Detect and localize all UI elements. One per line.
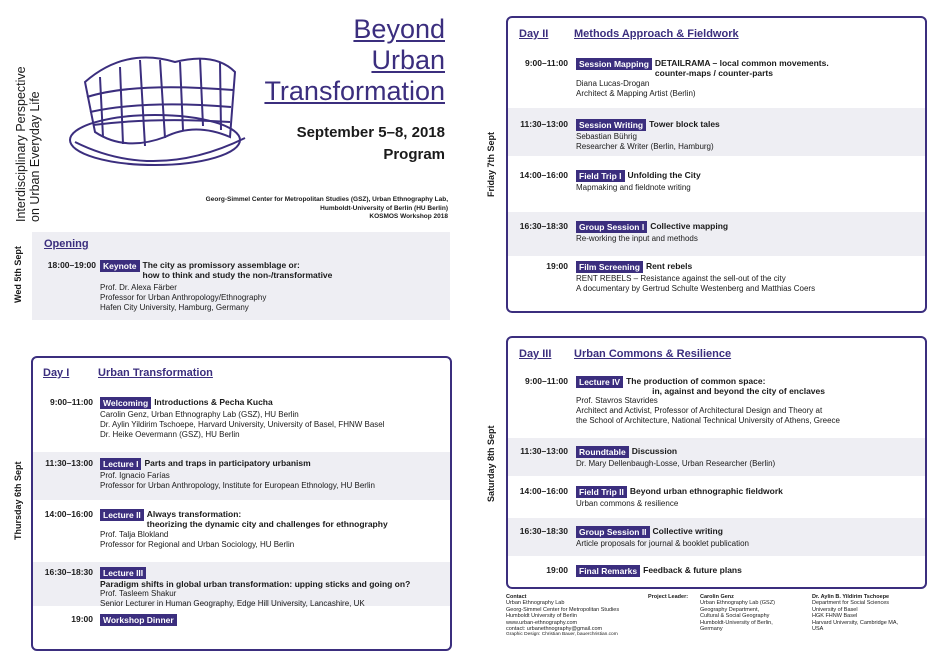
leader-line: Cultural & Social Geography xyxy=(700,613,770,620)
session-title: Feedback & future plans xyxy=(643,565,742,575)
contact-line: Urban Ethnography Lab xyxy=(506,600,565,607)
day2-label: Day II xyxy=(519,28,549,40)
footer-leader-heading xyxy=(648,594,688,600)
footer-leader-1 xyxy=(700,594,800,632)
session-time: 14:00–16:00 xyxy=(44,509,93,519)
session-time: 16:30–18:30 xyxy=(519,526,568,536)
org-line2: Humboldt-University of Berlin (HU Berlin) xyxy=(320,204,448,212)
session-title-line1: DETAILRAMA – local common movements. xyxy=(654,58,829,68)
leader-line: Harvard University, Cambridge MA, xyxy=(812,619,899,626)
title-line1: Beyond xyxy=(353,14,445,44)
side-title xyxy=(14,22,42,222)
leader-line: Urban Ethnography Lab (GSZ) xyxy=(700,600,775,607)
session-time: 19:00 xyxy=(546,565,568,575)
session-line: Mapmaking and fieldnote writing xyxy=(576,183,691,192)
session-line: Professor for Regional and Urban Sociology, HU Berlin xyxy=(100,540,295,549)
contact-website-link[interactable]: www.urban-ethnography.com xyxy=(506,619,578,626)
session-line: Prof. Stavros Stavrides xyxy=(576,396,658,405)
leader-line: University of Basel xyxy=(812,606,858,613)
session-title: Parts and traps in participatory urbanism xyxy=(144,458,311,468)
session-line: Professor for Urban Anthropology, Institute for European Ethnology, HU Berlin xyxy=(100,481,375,490)
program-label: Program xyxy=(383,146,445,163)
session-line: Re-working the input and methods xyxy=(576,234,698,243)
final-remarks-badge: Final Remarks xyxy=(576,565,640,577)
session-title-line2: counter-maps / counter-parts xyxy=(654,68,773,78)
session-badge: Field Trip I xyxy=(576,170,625,182)
day1-side-label: Thursday 6th Sept xyxy=(13,461,23,540)
session-line: Prof. Ignacio Farías xyxy=(100,471,170,480)
contact-email-link[interactable]: contact: urbanethnography@gmail.com xyxy=(506,626,603,633)
session-title: Collective writing xyxy=(652,526,723,536)
session-line: Researcher & Writer (Berlin, Hamburg) xyxy=(576,142,714,151)
session-time: 11:30–13:00 xyxy=(520,119,568,129)
session-time: 11:30–13:00 xyxy=(520,446,568,456)
lecture-badge: Lecture I xyxy=(100,458,141,470)
dates: September 5–8, 2018 xyxy=(296,124,445,141)
session-title-line2: theorizing the dynamic city and challenges for ethnography xyxy=(146,519,388,529)
keynote-badge: Keynote xyxy=(100,260,140,272)
title-line3: Transformation xyxy=(264,76,445,106)
session-time: 9:00–11:00 xyxy=(49,397,93,407)
session-title: Beyond urban ethnographic fieldwork xyxy=(629,486,783,496)
session-title-line2: how to think and study the non-/transformative xyxy=(142,270,333,280)
session-time: 16:30–18:30 xyxy=(519,221,568,231)
session-title: Paradigm shifts in global urban transformation: upping sticks and going on? xyxy=(100,579,411,589)
session-time: 19:00 xyxy=(71,614,93,624)
session-line: Urban commons & resilience xyxy=(576,499,679,508)
session-line: Architect & Mapping Artist (Berlin) xyxy=(576,89,696,98)
session-title-line1: The city as promissory assemblage or: xyxy=(142,260,300,270)
session-line: Sebastian Bührig xyxy=(576,132,637,141)
session-line: the School of Architecture, National Technical University of Athens, Greece xyxy=(576,416,840,425)
contact-line: Georg-Simmel Center for Metropolitan Studies xyxy=(506,606,620,613)
session-line: A documentary by Gertrud Schulte Westenberg and Matthias Coers xyxy=(576,284,816,293)
roundtable-badge: Roundtable xyxy=(576,446,629,458)
main-title xyxy=(240,14,445,107)
day3-side-label: Saturday 8th Sept xyxy=(486,425,496,502)
leader-line: USA xyxy=(812,626,824,633)
lecture-badge: Lecture II xyxy=(100,509,144,521)
session-time: 14:00–16:00 xyxy=(519,170,568,180)
session-title-line1: The production of common space: xyxy=(626,376,766,386)
day3-theme: Urban Commons & Resilience xyxy=(574,348,732,360)
session-line: Architect and Activist, Professor of Architectural Design and Theory at xyxy=(576,406,823,415)
session-badge: Session Mapping xyxy=(576,58,652,70)
session-title: Collective mapping xyxy=(650,221,729,231)
session-line: Article proposals for journal & booklet publication xyxy=(576,539,749,548)
session-time: 9:00–11:00 xyxy=(524,58,568,68)
session-title: Tower block tales xyxy=(649,119,720,129)
session-time: 14:00–16:00 xyxy=(519,486,568,496)
session-title: Rent rebels xyxy=(645,261,693,271)
organizer xyxy=(140,196,448,222)
building-logo xyxy=(65,42,250,182)
session-title: Introductions & Pecha Kucha xyxy=(154,397,273,407)
contact-heading: Contact xyxy=(506,594,527,600)
leader-name: Carolin Genz xyxy=(700,594,734,600)
session-line: Carolin Genz, Urban Ethnography Lab (GSZ), HU Berlin xyxy=(100,410,299,419)
speaker-name: Prof. Dr. Alexa Färber xyxy=(100,283,177,292)
contact-design-credit: Graphic Design: Christian Bauer, bauerchristian.com xyxy=(506,632,618,638)
day3-label: Day III xyxy=(519,348,552,360)
title-line2: Urban xyxy=(371,45,445,75)
footer-contact xyxy=(506,594,646,639)
day1-label: Day I xyxy=(43,367,70,379)
side-title-line2: on Urban Everyday Life xyxy=(28,91,42,222)
session-title-line2: in, against and beyond the city of enclaves xyxy=(652,386,825,396)
session-time: 18:00–19:00 xyxy=(47,260,96,270)
speaker-affiliation: Hafen City University, Hamburg, Germany xyxy=(100,303,249,312)
session-line: RENT REBELS – Resistance against the sell-out of the city xyxy=(576,274,786,283)
field-trip-badge: Field Trip II xyxy=(576,486,627,498)
opening-side-label: Wed 5th Sept xyxy=(13,246,23,303)
speaker-role: Professor for Urban Anthropology/Ethnography xyxy=(100,293,267,302)
leader-heading: Project Leader: xyxy=(648,594,689,600)
session-time: 19:00 xyxy=(546,261,568,271)
session-line: Dr. Heike Oevermann (GSZ), HU Berlin xyxy=(100,430,240,439)
leader-name: Dr. Aylin B. Yildirim Tschoepe xyxy=(812,594,890,600)
leader-line: HGK FHNW Basel xyxy=(812,613,858,620)
leader-line: Germany xyxy=(700,626,723,633)
session-line: Senior Lecturer in Human Geography, Edge Hill University, Lancashire, UK xyxy=(100,599,365,608)
session-time: 11:30–13:00 xyxy=(45,458,93,468)
day2-theme: Methods Approach & Fieldwork xyxy=(574,28,739,40)
session-title-line1: Always transformation: xyxy=(146,509,242,519)
session-title: Discussion xyxy=(631,446,678,456)
contact-line: Humboldt University of Berlin xyxy=(506,613,577,620)
session-badge: Session Writing xyxy=(576,119,646,131)
welcoming-badge: Welcoming xyxy=(100,397,151,409)
side-title-line1: Interdisciplinary Perspective xyxy=(14,66,28,222)
session-badge: Group Session I xyxy=(576,221,647,233)
session-line: Prof. Tasleem Shakur xyxy=(100,589,177,598)
org-line3: KOSMOS Workshop 2018 xyxy=(369,213,448,220)
session-line: Prof. Talja Blokland xyxy=(100,530,169,539)
session-line: Diana Lucas-Drogan xyxy=(576,79,650,88)
leader-line: Geography Department, xyxy=(700,606,760,613)
leader-line: Humboldt-University of Berlin, xyxy=(700,619,773,626)
session-line: Dr. Mary Dellenbaugh-Losse, Urban Researcher (Berlin) xyxy=(576,459,776,468)
session-time: 16:30–18:30 xyxy=(44,567,93,577)
lecture-badge: Lecture III xyxy=(100,567,146,579)
group-session-badge: Group Session II xyxy=(576,526,650,538)
dinner-badge: Workshop Dinner xyxy=(100,614,177,626)
session-time: 9:00–11:00 xyxy=(524,376,568,386)
opening-heading: Opening xyxy=(44,238,89,250)
footer-leader-2 xyxy=(812,594,932,632)
session-badge: Film Screening xyxy=(576,261,643,273)
leader-line: Department for Social Sciences xyxy=(812,600,890,607)
day2-side-label: Friday 7th Sept xyxy=(486,131,496,197)
day1-theme: Urban Transformation xyxy=(98,367,213,379)
org-line1: Georg-Simmel Center for Metropolitan Studies (GSZ), Urban Ethnography Lab, xyxy=(205,196,448,203)
lecture-badge: Lecture IV xyxy=(576,376,623,388)
session-title: Unfolding the City xyxy=(627,170,701,180)
session-line: Dr. Aylin Yildirim Tschoepe, Harvard University, University of Basel, FHNW Basel xyxy=(100,420,385,429)
